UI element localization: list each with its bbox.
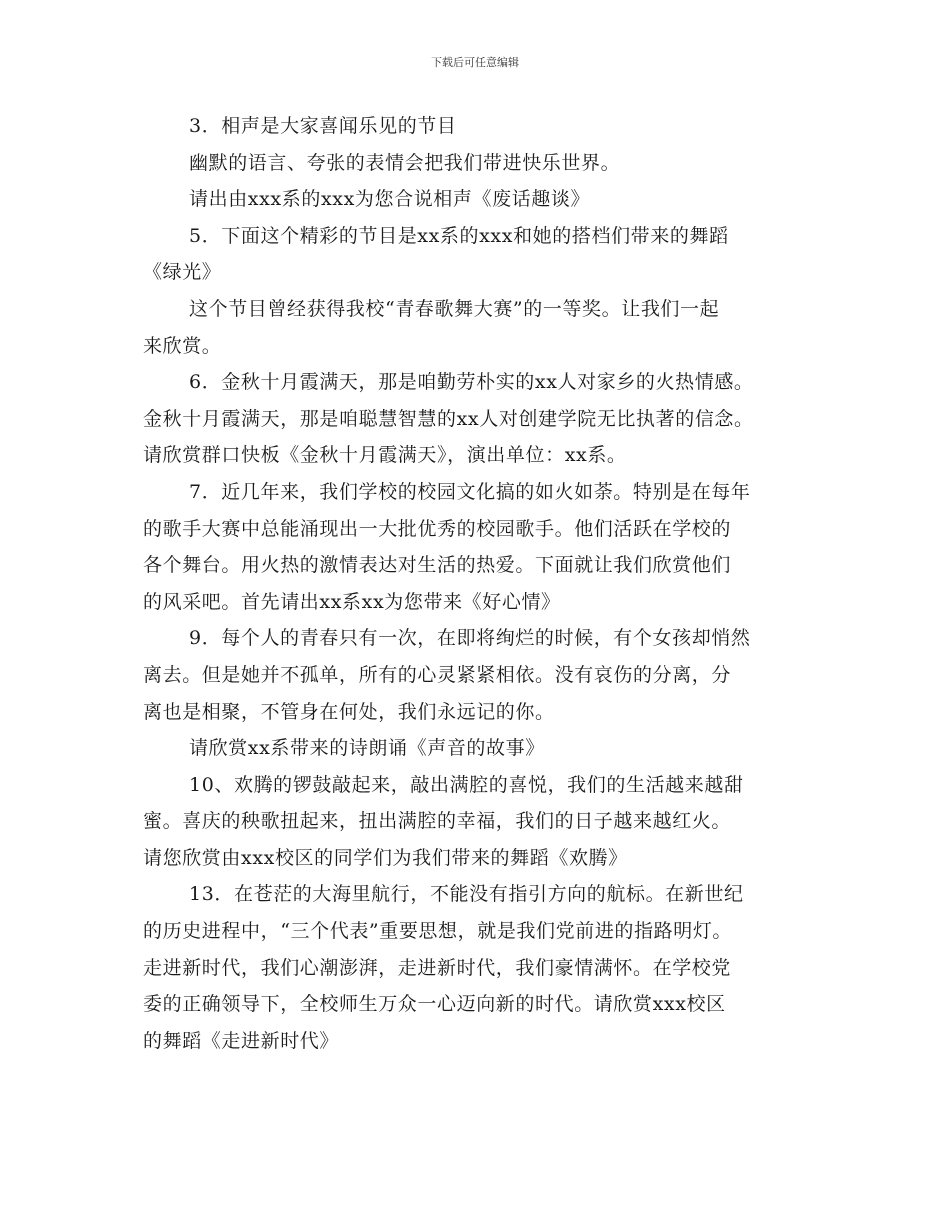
text-line: 10、欢腾的锣鼓敲起来，敲出满腔的喜悦，我们的生活越来越甜 — [189, 773, 744, 796]
text-line: 幽默的语言、夸张的表情会把我们带进快乐世界。 — [189, 151, 621, 174]
text-line: 的舞蹈《走进新时代》 — [143, 1029, 340, 1052]
text-line: 5．下面这个精彩的节目是xx系的xxx和她的搭档们带来的舞蹈 — [189, 224, 729, 247]
text-line: 3．相声是大家喜闻乐见的节目 — [189, 115, 457, 137]
text-line: 这个节目曾经获得我校“青春歌舞大赛”的一等奖。让我们一起 — [189, 297, 720, 320]
text-line: 各个舞台。用火热的激情表达对生活的热爱。下面就让我们欣赏他们 — [143, 554, 732, 577]
text-line: 请欣赏xx系带来的诗朗诵《声音的故事》 — [189, 737, 545, 760]
text-line: 的风采吧。首先请出xx系xx为您带来《好心情》 — [143, 590, 561, 613]
text-line: 请您欣赏由xxx校区的同学们为我们带来的舞蹈《欢腾》 — [143, 846, 628, 869]
text-line: 离也是相聚，不管身在何处，我们永远记的你。 — [143, 700, 555, 723]
text-line: 请出由xxx系的xxx为您合说相声《废话趣谈》 — [189, 188, 591, 211]
text-line: 委的正确领导下，全校师生万众一心迈向新的时代。请欣赏xxx校区 — [143, 993, 726, 1016]
page-header: 下载后可任意编辑 — [431, 56, 519, 69]
text-line: 金秋十月霞满天，那是咱聪慧智慧的xx人对创建学院无比执著的信念。 — [143, 407, 754, 430]
text-line: 走进新时代，我们心潮澎湃，走进新时代，我们豪情满怀。在学校党 — [143, 956, 732, 979]
text-line: 6．金秋十月霞满天，那是咱勤劳朴实的xx人对家乡的火热情感。 — [189, 371, 754, 394]
text-line: 9．每个人的青春只有一次，在即将绚烂的时候，有个女孩却悄然 — [189, 627, 751, 650]
document-body — [143, 108, 818, 1059]
text-line: 的历史进程中，“三个代表”重要思想，就是我们党前进的指路明灯。 — [143, 920, 733, 943]
text-line: 7．近几年来，我们学校的校园文化搞的如火如荼。特别是在每年 — [189, 480, 751, 503]
text-line: 《绿光》 — [143, 261, 222, 284]
text-line: 离去。但是她并不孤单，所有的心灵紧紧相依。没有哀伤的分离，分 — [143, 663, 732, 686]
text-line: 蜜。喜庆的秧歌扭起来，扭出满腔的幸福，我们的日子越来越红火。 — [143, 810, 732, 833]
text-line: 来欣赏。 — [143, 334, 222, 357]
text-line: 的歌手大赛中总能涌现出一大批优秀的校园歌手。他们活跃在学校的 — [143, 517, 732, 540]
text-line: 13．在苍茫的大海里航行，不能没有指引方向的航标。在新世纪 — [189, 883, 744, 906]
text-line: 请欣赏群口快板《金秋十月霞满天》，演出单位：xx系。 — [143, 444, 627, 467]
